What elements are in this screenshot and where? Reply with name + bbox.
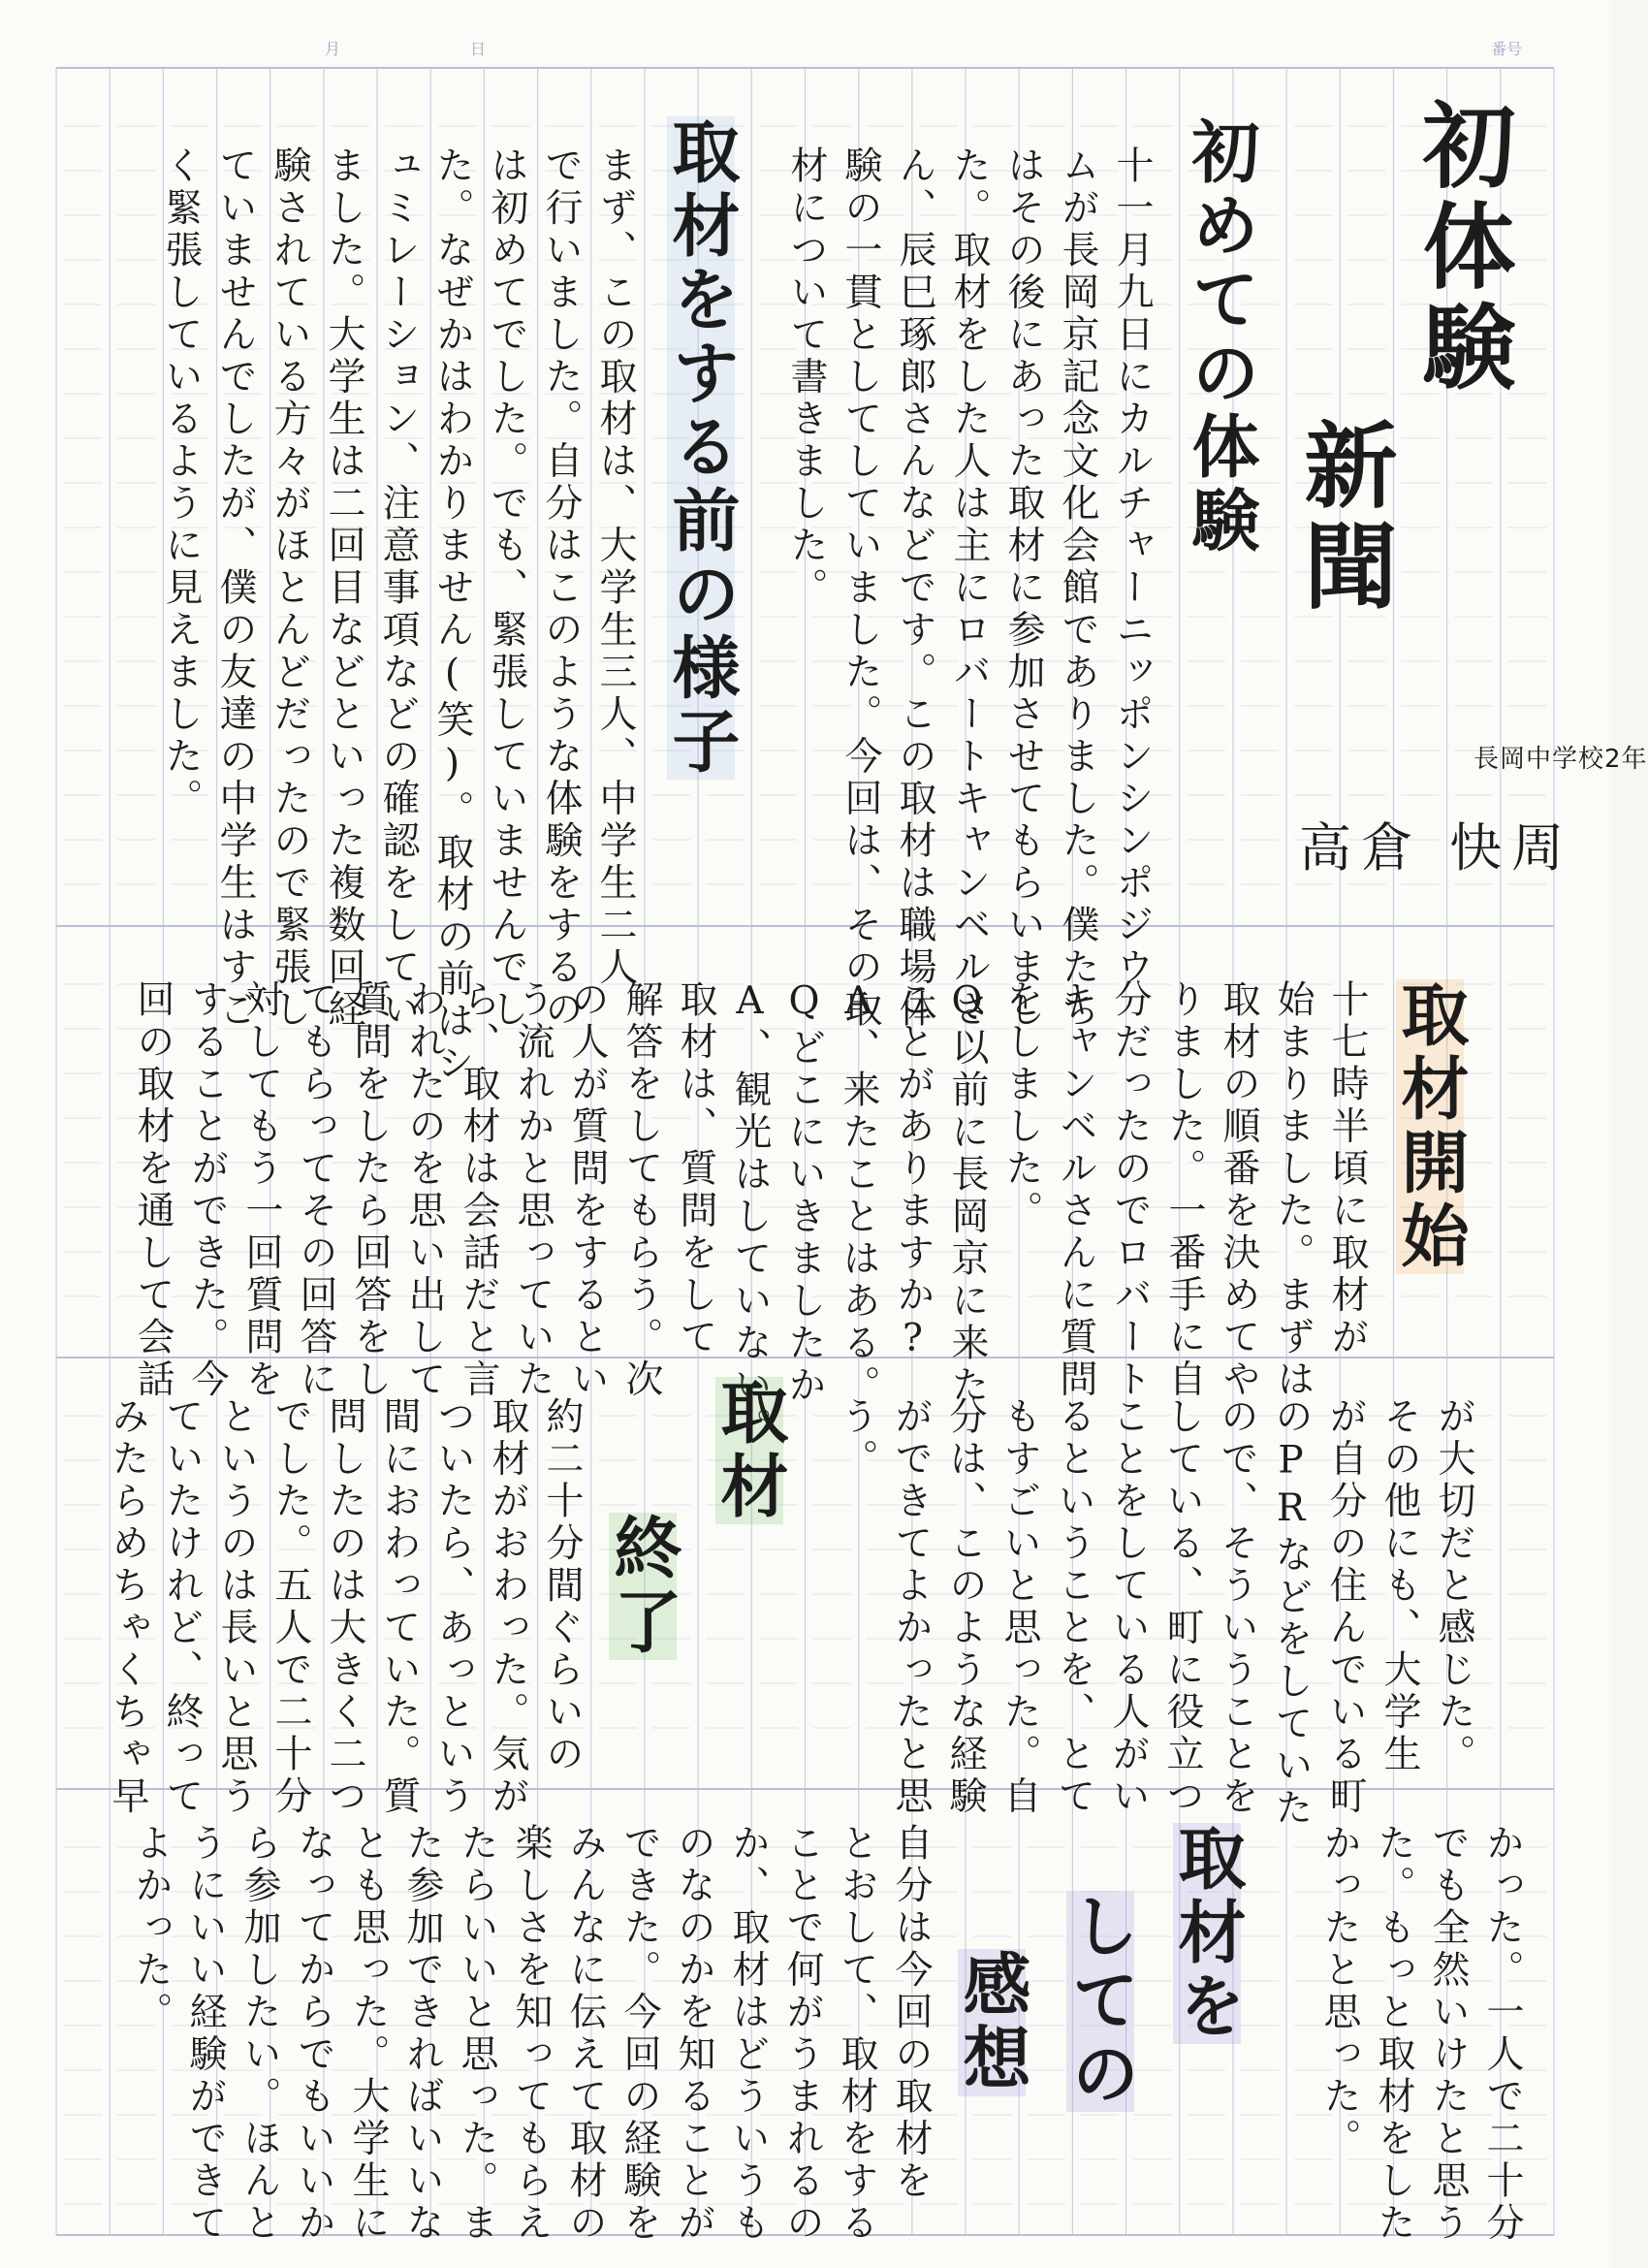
- section4-right-line: のPRなどをしていた: [1269, 1396, 1313, 1830]
- section2-line: ました。大学生は二回目などといった複数回経: [322, 145, 365, 1032]
- section3-line: りました。一番手に自: [1162, 979, 1206, 1401]
- section5-left-line: みんなに伝えて取材の: [563, 1823, 607, 2245]
- section5-left-line: うにいい経験ができて: [183, 1823, 227, 2245]
- section4-right-line: が自分の住んでいる町: [1323, 1396, 1367, 1818]
- section5-left-line: なってからでもいいか: [292, 1823, 335, 2245]
- section5-left-line: た参加できればいいな: [400, 1823, 444, 2245]
- section3-line: キャンベルさんに質問: [1054, 979, 1097, 1401]
- section3-line: 取材の順番を決めてや: [1217, 979, 1260, 1401]
- section1-line: 十一月九日にカルチャーニッポンシンポジウ: [1110, 145, 1154, 989]
- section3-line: 対してもう一回質問を: [239, 979, 283, 1401]
- section1-line: はその後にあった取材に参加させてもらいまし: [1001, 145, 1045, 1032]
- section5-left-line: とも思った。大学生に: [346, 1823, 390, 2245]
- number-label: 番号: [1491, 40, 1523, 58]
- day-label: 日: [470, 40, 487, 58]
- section5-left-line: 楽しさを知ってもらえ: [509, 1823, 553, 2245]
- section1-line: 験の一貫としてしていました。今回は、その取: [839, 145, 882, 1032]
- section3-line: う流れかと思っていた: [511, 979, 555, 1401]
- section3-line: 解答をしてもらう。次: [619, 979, 663, 1401]
- section3-heading: 取材開始: [1390, 979, 1471, 1274]
- section3-line: 回の取材を通して会話: [131, 979, 174, 1401]
- section5-left-line: ら参加したい。ほんと: [238, 1823, 281, 2245]
- section5-heading-a: 取材を: [1167, 1823, 1248, 2044]
- section3-line: 十七時半頃に取材が: [1325, 979, 1369, 1359]
- section4-left-line: でした。五人で二十分: [269, 1396, 312, 1818]
- section4-right-line: もすごいと思った。自: [998, 1396, 1041, 1818]
- section1-line: ん、辰巳琢郎さんなどです。この取材は職場体: [893, 145, 936, 1032]
- section5-right-line: た。もっと取材をした: [1372, 1823, 1415, 2245]
- section1-line: ムが長岡京記念文化会館でありました。僕たち: [1056, 145, 1099, 1032]
- section5-left-line: 自分は今回の取材を: [889, 1823, 933, 2203]
- section2-line: く緊張しているように見えました。: [159, 145, 203, 820]
- section3-line: われたのを思い出して: [402, 979, 446, 1401]
- section3-line: Q以前に長岡京に来た: [945, 979, 989, 1407]
- section4-left-line: ていたけれど、終って: [160, 1396, 204, 1818]
- title-line-2: 新聞: [1289, 417, 1399, 619]
- byline-school: 長岡中学校2年: [1474, 745, 1648, 774]
- section2-line: は初めてでした。でも、緊張していませんでし: [485, 145, 528, 1032]
- section3-line: することができた。今: [185, 979, 229, 1401]
- section4-left-line: みたらめちゃくちゃ早: [106, 1396, 149, 1818]
- month-label: 月: [325, 40, 341, 58]
- section4-right-line: が大切だと感じた。: [1432, 1396, 1475, 1776]
- section4-left-line: 問したのは大きく二つ: [323, 1396, 366, 1818]
- section4-heading-a: 取材: [710, 1377, 790, 1524]
- section5-left-line: とおして、取材をする: [835, 1823, 878, 2245]
- section3-line: ことがありますか?: [891, 979, 935, 1365]
- title-line-1: 初体験: [1408, 97, 1517, 399]
- section4-right-line: している、町に役立つ: [1160, 1396, 1204, 1818]
- section3-line: 取材は、質問をして: [674, 979, 717, 1359]
- section3-line: 分だったのでロバート: [1108, 979, 1152, 1401]
- section3-line: の人が質問をするとい: [565, 979, 609, 1401]
- section5-right-line: かった。一人で二十分: [1480, 1823, 1524, 2245]
- section5-left-line: たらいいと思った。ま: [455, 1823, 498, 2245]
- section2-line: ていませんでしたが、僕の友達の中学生はすご: [213, 145, 257, 1032]
- section5-right-line: でも全然いけたと思う: [1426, 1823, 1470, 2245]
- section4-left-line: 間におわっていた。質: [377, 1396, 421, 1818]
- section5-heading-b: しての: [1061, 1891, 1141, 2112]
- section4-right-line: ので、そういうことを: [1215, 1396, 1258, 1818]
- section4-right-line: ができてよかったと思: [889, 1396, 933, 1818]
- section3-line: 始まりました。まずは: [1271, 979, 1315, 1401]
- section4-heading-b: 終了: [603, 1513, 683, 1660]
- section5-left-line: よかった。: [129, 1823, 173, 2034]
- section3-line: てもらってその回答に: [294, 979, 337, 1401]
- section4-right-line: るということを、とて: [1052, 1396, 1095, 1818]
- section4-right-line: う。: [835, 1396, 878, 1481]
- section2-heading: 取材をする前の様子: [661, 116, 742, 780]
- section2-line: で行いました。自分はこのような体験をするの: [539, 145, 583, 1032]
- section4-right-line: その他にも、大学生: [1378, 1396, 1421, 1776]
- section2-line: 験されている方々がほとんどだったので緊張し: [268, 145, 311, 1032]
- section3-line: A、来たことはある。: [837, 979, 880, 1407]
- section4-left-line: 約二十分間ぐらいの: [540, 1396, 584, 1776]
- section5-left-line: ことで何がうまれるの: [780, 1823, 824, 2245]
- section3-line: 質問をしたら回答をし: [348, 979, 392, 1401]
- section4-right-line: 分は、このような経験: [943, 1396, 987, 1818]
- section3-line: をしました。: [999, 979, 1043, 1232]
- section4-right-line: ことをしている人がい: [1106, 1396, 1150, 1818]
- section3-line: A、観光はしていない。: [728, 979, 772, 1450]
- section3-line: Qどこにいきましたか: [782, 979, 826, 1407]
- section1-heading: 初めての体験: [1181, 116, 1261, 559]
- section4-left-line: 取材がおわった。気が: [486, 1396, 529, 1818]
- byline-name: 高倉 快周: [1299, 817, 1574, 878]
- section1-line: た。取材をした人は主にロバートキャンベルさ: [947, 145, 991, 1032]
- section5-left-line: のなのかを知ることが: [672, 1823, 715, 2245]
- section2-line: ュミレーション、注意事項などの確認をしてい: [376, 145, 420, 1032]
- section5-heading-c: 感想: [952, 1949, 1032, 2096]
- section5-right-line: かったと思った。: [1317, 1823, 1361, 2160]
- section2-line: まず、この取材は、大学生三人、中学生二人: [593, 145, 637, 989]
- section1-line: 材について書きました。: [784, 145, 828, 610]
- section4-left-line: というのは長いと思う: [214, 1396, 258, 1818]
- section5-left-line: できた。今回の経験を: [618, 1823, 661, 2245]
- section3-line: ら、取材は会話だと言: [457, 979, 500, 1401]
- section5-left-line: か、取材はどういうも: [726, 1823, 770, 2245]
- section2-line: た。なぜかはわかりません(笑)。取材の前はシ: [430, 145, 474, 1085]
- header-strip: [58, 29, 1551, 62]
- section4-left-line: ついたら、あっという: [431, 1396, 475, 1818]
